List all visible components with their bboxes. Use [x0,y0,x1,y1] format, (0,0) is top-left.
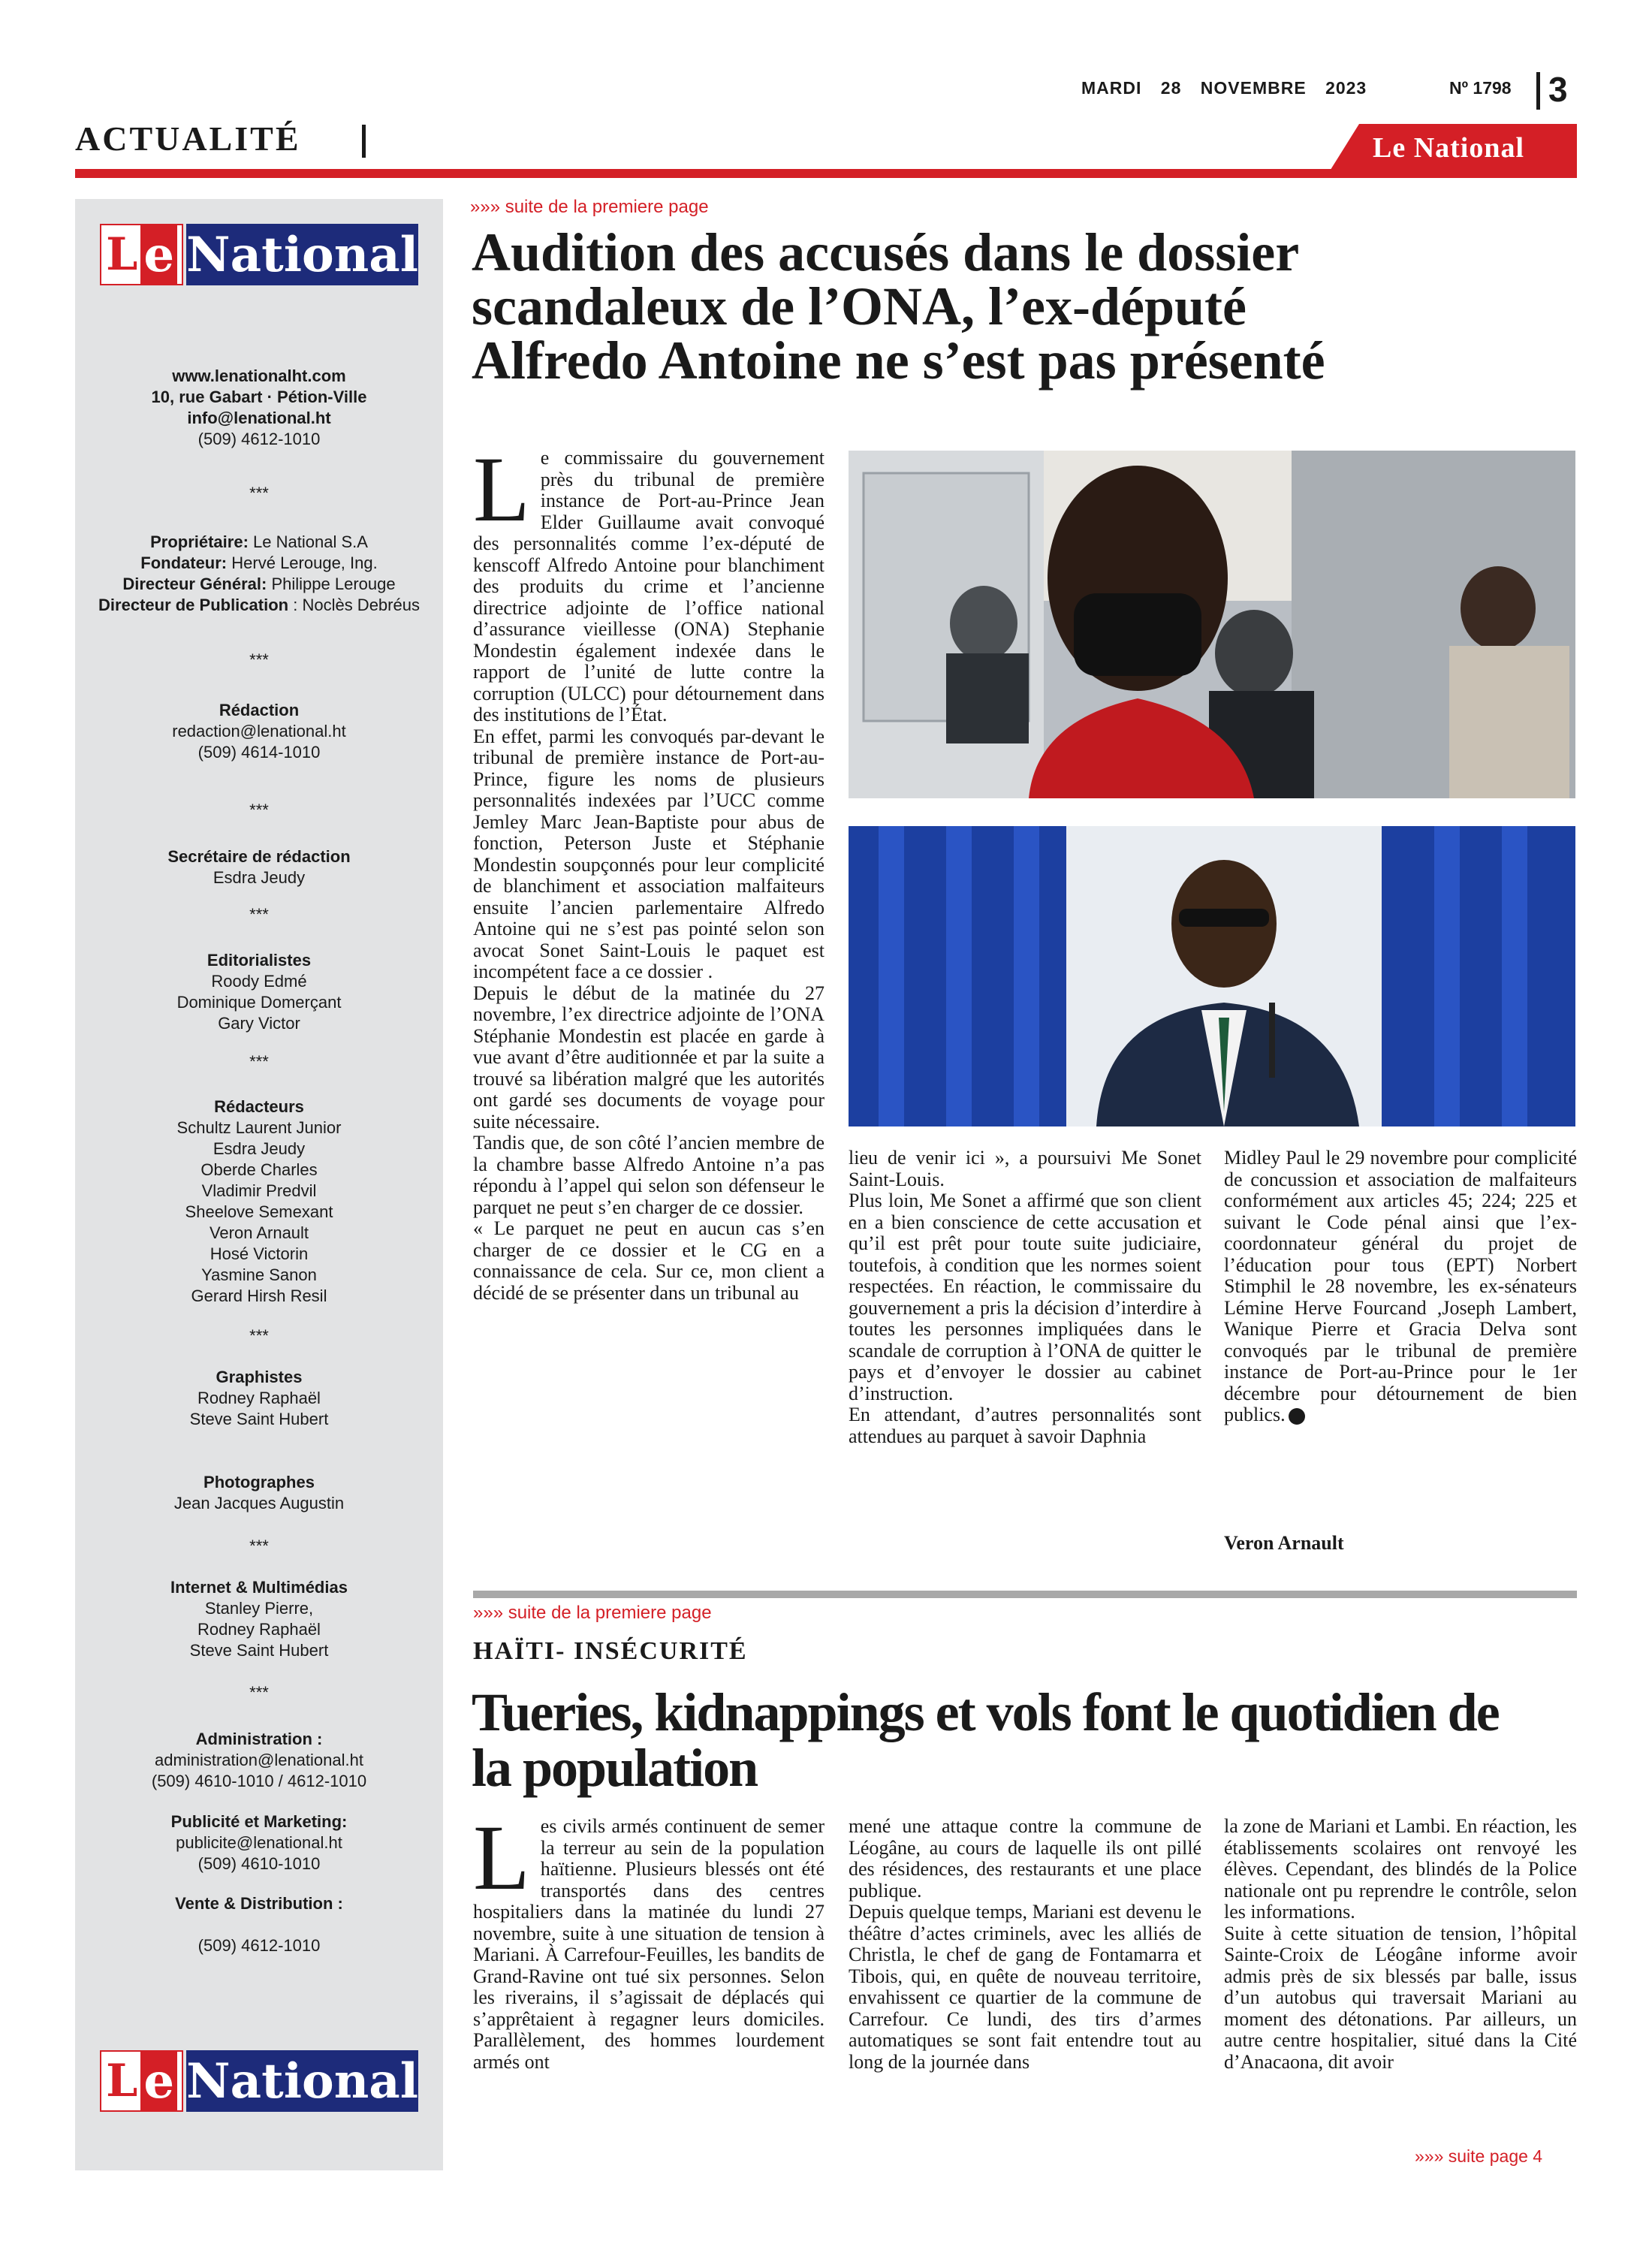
redaction-block: Rédaction redaction@lenational.ht (509) 4614-1010 [172,701,346,762]
photographers-block: Photographes Jean Jacques Augustin [173,1473,345,1513]
end-mark [1289,1408,1305,1425]
contact-block: www.lenationalht.com 10, rue Gabart · Pétion-Ville info@lenational.ht (509) 4612-1010 [151,366,367,448]
admin-email-link[interactable]: administration@lenational.ht [155,1751,363,1769]
internet-block: Internet & Multimédias Stanley Pierre, Rodney Raphaël Steve Saint Hubert [170,1578,348,1660]
staff-block: Propriétaire: Le National S.A Fondateur: Hervé Lerouge, Ing. Directeur Général: Philippe Lerouge Directeur de Publication : Noclès Debréus [98,532,420,614]
article1-byline: Veron Arnault [1224,1532,1344,1554]
header-rule [75,169,1577,178]
marketing-email-link[interactable]: publicite@lenational.ht [176,1833,342,1852]
article2-headline: Tueries, kidnappings et vols font le quotidien de la population [472,1682,1499,1798]
section-title: ACTUALITÉ [75,119,301,158]
issue-number: Nº 1798 [1449,78,1512,98]
separator: *** [249,1537,269,1555]
article-divider [473,1591,1577,1598]
email-link[interactable]: info@lenational.ht [187,409,331,427]
article1-column-2: lieu de venir ici », a poursuivi Me Sonet Saint-Louis. Plus loin, Me Sonet a affirmé que son client en a bien conscience de cette accusation et qu’il est prêt pour toute suite judiciaire, toutefois, à condition que les normes soient respectées. En réaction, le commissaire du gouvernement a pris la décision d’interdire à toutes les personnes impliquées dans le scandale de corruption à l’ONA de quitter le pays et d’envoyer le dossier au cabinet d’instruction. En attendant, d’autres personnalités sont attendues au parquet à savoir Daphnia [849,1148,1201,1447]
article1-column-3: Midley Paul le 29 novembre pour complicité de concussion et association de malfaiteurs conformément aux articles 45; 224; 225 et suivant le Code pénal ainsi que l’ex-coordonnateur général du projet de l’éducation pour tous (EPT) Norbert Stimphil le 28 novembre, les ex-sénateurs Lémine Herve Fourcand ,Joseph Lambert, Wanique Pierre et Gracia Delva sont convoqués par le tribunal de première instance de Port-au-Prince pour le 1er décembre pour détournement de bien publics. [1224,1148,1577,1425]
article2-kicker: HAÏTI- INSÉCURITÉ [473,1637,748,1665]
photo-accused-in-corridor [849,451,1575,798]
article1-headline: Audition des accusés dans le dossier scandaleux de l’ONA, l’ex-député Alfredo Antoine ne s’est pas présenté [472,222,1325,391]
administration-block: Administration : administration@lenational.ht (509) 4610-1010 / 4612-1010 [75,1729,443,1792]
separator: *** [249,1683,269,1702]
issue-date: MARDI 28 NOVEMBRE 2023 [1081,78,1367,98]
article1-column-1: L e commissaire du gouvernement près du tribunal de première instance de Port-au-Prince Jean Elder Guillaume avait convoqué des personnalités comme l’ex-député de kenscoff Alfredo Antoine pour blanchiment des produits du crime et l’ancienne directrice adjointe de l’office national d’assurance vieillesse (ONA) Stephanie Mondestin également indexée dans le rapport de l’unité de lutte contre la corruption (ULCC) pour détournement dans des institutions de l’État. En effet, parmi les convoqués par-devant le tribunal de première instance de Port-au-Prince, figure les noms de plusieurs personnalités indexées par l’UCC comme Jemley Marc Jean-Baptiste pour abus de fonction, Peterson Juste et Stéphanie Mondestin soupçonnés pour leur complicité de blanchiment et association malfaiteurs ensuite l’ancien parlementaire Alfredo Antoine qui ne s’est pas pointé selon son avocat Sonet Saint-Louis le paquet est incompétent face a ce dossier . Depuis le début de la matinée du 27 novembre, l’ex directrice adjointe de l’ONA Stéphanie Mondestin est placée en garde à vue avant d’être auditionnée et par la suite a trouvé sa libération malgré que les autorités ont gardé ses documents de voyage pour suite nécessaire. Tandis que, de son côté l’ancien membre de la chambre basse Alfredo Antoine n’a pas répondu à l’appel qui selon son défenseur le parquet ne peut s’en charger de ce dossier. « Le parquet ne peut en aucun cas s’en charger de ce dossier et le CG en a connaissance de cela. Sur ce, mon client a décidé de se présenter dans un tribunal au [473,448,824,1304]
page-number: 3 [1548,70,1568,109]
drop-cap: L [473,1816,530,1909]
separator: *** [249,1326,269,1345]
marketing-block: Publicité et Marketing: publicite@lenational.ht (509) 4610-1010 [75,1811,443,1874]
continued-label: »»» suite de la premiere page [473,1603,712,1623]
header-divider [1536,72,1540,110]
article2-column-3: la zone de Mariani et Lambi. En réaction, les établissements scolaires ont renvoyé les élèves. Cependant, des blindés de la Police nationale ont pu reprendre le contrôle, selon les informations. Suite à cette situation de tension, l’hôpital Sainte-Croix de Léogâne informe avoir admis près de six blessés par balle, issus d’un autobus qui traversait Mariani au moment des détonations. Par ailleurs, un autre centre hospitalier, situé dans la Cité d’Anacaona, dit avoir [1224,1816,1577,2073]
brand-tab-label: Le National [1373,132,1525,164]
article2-column-1: L es civils armés continuent de semer la terreur au sein de la population haïtienne. Plusieurs blessés ont été transportés dans des centres hospitaliers dans la matinée du lundi 27 novembre, suite à une situation de tension à Mariani. À Carrefour-Feuilles, les bandits de Grand-Ravine ont tué six personnes. Selon les riverains, il s’agissait de déplacés qui s’apprêtaient à regagner leurs domiciles. Parallèlement, des hommes lourdement armés ont [473,1816,824,2073]
separator: *** [249,650,269,669]
drop-cap: L [473,448,530,541]
photo-speaker-at-podium [849,826,1575,1126]
separator: *** [249,484,269,502]
sales-block: Vente & Distribution : (509) 4612-1010 [175,1894,343,1955]
logo: L e National [100,224,418,285]
article2-column-2: mené une attaque contre la commune de Léogâne, au cours de laquelle ils ont pillé des résidences, des restaurants et une place publique. Depuis quelque temps, Mariani est devenu le théâtre d’actes criminels, avec les alliés de Christla, le chef de gang de Fontamarra et Tibois, qui, en quête de nouveau territoire, envahissent ce quartier de la commune de Carrefour. Ce lundi, des tirs d’armes automatiques se sont fait entendre tout au long de la journée dans [849,1816,1201,2073]
writers-block: Rédacteurs Schultz Laurent Junior Esdra Jeudy Oberde Charles Vladimir Predvil Sheelove Semexant Veron Arnault Hosé Victorin Yasmine Sanon Gerard Hirsh Resil [176,1097,342,1305]
continued-next-page: »»» suite page 4 [1415,2146,1543,2166]
editorialists-block: Editorialistes Roody Edmé Dominique Domerçant Gary Victor [176,951,342,1033]
separator: *** [249,905,269,924]
website-link[interactable]: www.lenationalht.com [172,366,346,385]
section-divider [362,125,366,158]
masthead-sidebar [75,199,443,2170]
graphists-block: Graphistes Rodney Raphaël Steve Saint Hubert [189,1368,329,1428]
separator: *** [249,1052,269,1071]
separator: *** [249,801,269,819]
logo-bottom: L e National [100,2050,418,2112]
continued-label: »»» suite de la premiere page [470,197,709,217]
secretary-block: Secrétaire de rédaction Esdra Jeudy [167,847,351,887]
